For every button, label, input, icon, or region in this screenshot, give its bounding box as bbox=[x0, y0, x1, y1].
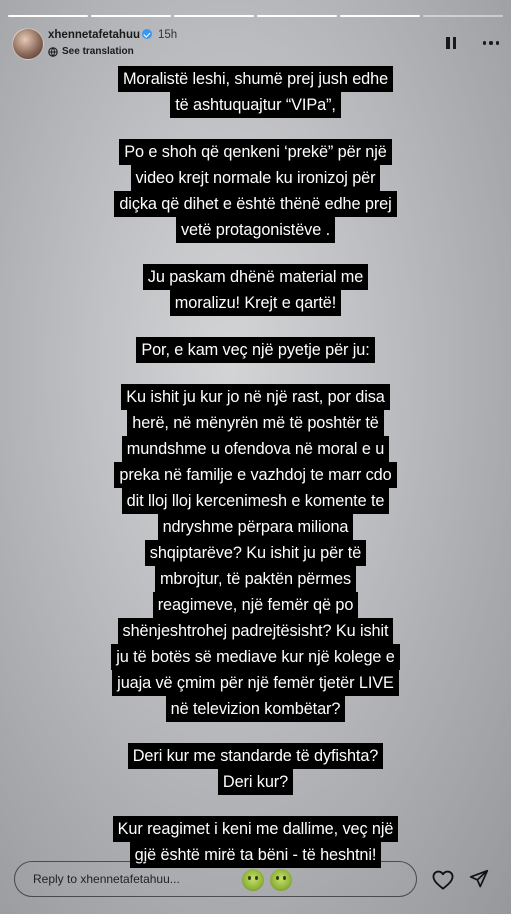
story-text-line: Por, e kam veç një pyetje për ju: bbox=[136, 337, 374, 363]
story-text-line: gjë është mirë ta bëni - të heshtni! bbox=[130, 842, 382, 868]
story-text-line: Po e shoh që qenkeni ‘prekë” për një bbox=[119, 139, 392, 165]
story-text-line: diçka që dihet e është thënë edhe prej bbox=[114, 191, 396, 217]
story-progress-bar bbox=[8, 15, 503, 17]
story-text-line: herë, në mënyrën më të poshtër të bbox=[127, 410, 383, 436]
story-footer bbox=[0, 852, 511, 908]
progress-segment bbox=[257, 15, 337, 17]
progress-segment-current bbox=[423, 15, 503, 17]
nauseated-face-sticker[interactable] bbox=[242, 869, 264, 891]
story-paragraph bbox=[111, 384, 399, 722]
story-paragraph bbox=[118, 66, 393, 118]
progress-segment bbox=[174, 15, 254, 17]
story-text-line: video krejt normale ku ironizoj për bbox=[131, 165, 381, 191]
story-paragraph bbox=[128, 743, 383, 795]
story-text-line: ndryshme përpara miliona bbox=[158, 514, 354, 540]
post-time: 15h bbox=[158, 29, 178, 41]
reply-placeholder: Reply to xhennetafetahuu... bbox=[33, 872, 180, 886]
verified-badge-icon bbox=[142, 29, 152, 39]
see-translation-label: See translation bbox=[62, 46, 134, 57]
reply-input[interactable] bbox=[14, 861, 417, 897]
progress-segment bbox=[8, 15, 88, 17]
username-row[interactable] bbox=[48, 29, 177, 41]
story-text-line: ju të botës së mediave kur një kolege e bbox=[111, 644, 399, 670]
story-text-line: mundshme u ofendova në moral e u bbox=[122, 436, 389, 462]
story-paragraph bbox=[136, 337, 374, 363]
see-translation-link[interactable] bbox=[48, 46, 134, 57]
username[interactable]: xhennetafetahuu bbox=[48, 29, 141, 41]
avatar[interactable] bbox=[12, 28, 44, 60]
story-text-line: Ju paskam dhënë material me bbox=[143, 264, 368, 290]
pause-icon[interactable] bbox=[445, 37, 457, 49]
sticker-group bbox=[242, 869, 292, 891]
story-text-line: Moralistë leshi, shumë prej jush edhe bbox=[118, 66, 393, 92]
more-options-icon[interactable] bbox=[483, 41, 500, 45]
story-text-line: juaja vë çmim për një femër tjetër LIVE bbox=[112, 670, 399, 696]
story-text-line: Deri kur? bbox=[218, 769, 293, 795]
progress-segment bbox=[91, 15, 171, 17]
story-text-line: Ku ishit ju kur jo në një rast, por disa bbox=[121, 384, 389, 410]
story-text-line: reagimeve, një femër që po bbox=[153, 592, 359, 618]
story-text-line: moralizu! Krejt e qartë! bbox=[170, 290, 341, 316]
story-text-line: Kur reagimet i keni me dallime, veç një bbox=[113, 816, 399, 842]
story-header bbox=[12, 26, 501, 66]
story-text-line: në televizion kombëtar? bbox=[166, 696, 346, 722]
progress-segment bbox=[340, 15, 420, 17]
story-paragraph bbox=[143, 264, 368, 316]
story-text-line: vetë protagonistëve . bbox=[176, 217, 335, 243]
story-text-line: Deri kur me standarde të dyfishta? bbox=[128, 743, 383, 769]
send-icon[interactable] bbox=[469, 869, 489, 889]
story-text-line: dit lloj lloj kercenimesh e komente te bbox=[122, 488, 390, 514]
nauseated-face-sticker[interactable] bbox=[270, 869, 292, 891]
story-text-line: mbrojtur, të paktën përmes bbox=[155, 566, 356, 592]
translate-icon bbox=[48, 47, 58, 57]
heart-icon[interactable] bbox=[432, 870, 454, 890]
story-text-line: të ashtuquajtur “VIPa”, bbox=[170, 92, 341, 118]
story-text-line: preka në familje e vazhdoj te marr cdo bbox=[114, 462, 396, 488]
story-text-content bbox=[0, 66, 511, 889]
story-paragraph bbox=[114, 139, 396, 243]
story-text-line: shënjeshtrohej padrejtësisht? Ku ishit bbox=[118, 618, 394, 644]
story-text-line: shqiptarëve? Ku ishit ju për të bbox=[145, 540, 366, 566]
